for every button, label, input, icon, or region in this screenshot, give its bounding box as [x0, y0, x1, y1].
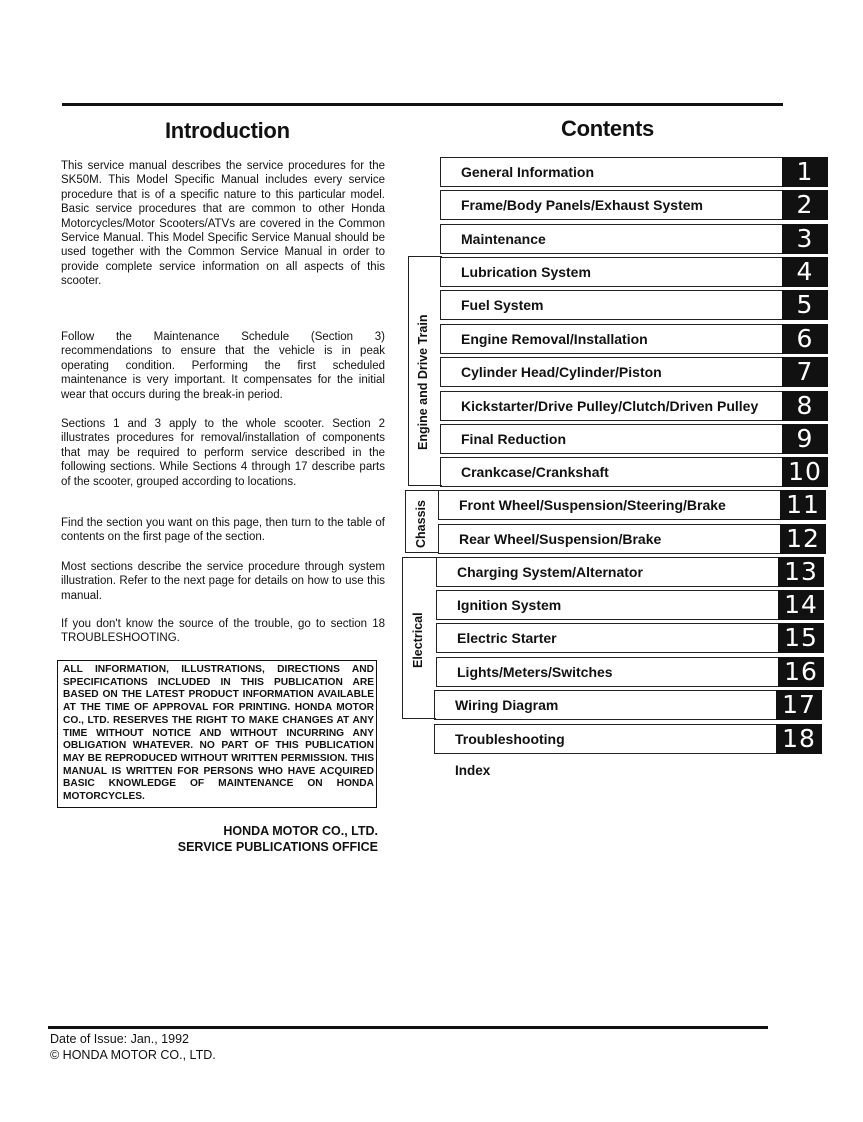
contents-row-2[interactable]	[440, 190, 832, 220]
intro-paragraph: If you don't know the source of the trouble, go to section 18 TROUBLESHOOTING.	[61, 618, 385, 645]
contents-row-frame	[434, 690, 777, 720]
contents-row-frame	[440, 391, 783, 421]
contents-row-frame	[440, 324, 783, 354]
section-title[interactable]: Final Reduction	[461, 431, 566, 447]
issue-info	[50, 1031, 216, 1063]
engine-group-label: Engine and Drive Train	[416, 314, 430, 450]
section-number-tab[interactable]: 13	[778, 557, 824, 587]
contents-row-17[interactable]	[434, 690, 826, 720]
section-title[interactable]: Electric Starter	[457, 630, 557, 646]
section-title[interactable]: Lights/Meters/Switches	[457, 664, 613, 680]
section-title[interactable]: Fuel System	[461, 297, 544, 313]
contents-row-12[interactable]	[438, 524, 830, 554]
section-number-tab[interactable]: 1	[782, 157, 828, 187]
contents-row-frame	[440, 357, 783, 387]
issue-date: Date of Issue: Jan., 1992	[50, 1032, 189, 1046]
section-title[interactable]: Troubleshooting	[455, 731, 565, 747]
contents-row-frame	[438, 524, 781, 554]
contents-row-frame	[438, 490, 781, 520]
contents-row-frame	[436, 623, 779, 653]
intro-paragraph: Find the section you want on this page, then turn to the table of contents on the first page of the section.	[61, 517, 385, 544]
copyright-line: © HONDA MOTOR CO., LTD.	[50, 1048, 216, 1062]
introduction-title: Introduction	[165, 118, 290, 143]
section-title[interactable]: Engine Removal/Installation	[461, 331, 648, 347]
contents-row-4[interactable]	[440, 257, 832, 287]
section-title[interactable]: Charging System/Alternator	[457, 564, 643, 580]
contents-row-13[interactable]	[436, 557, 828, 587]
contents-row-frame	[440, 157, 783, 187]
publisher-block	[120, 823, 378, 855]
contents-row-frame	[440, 224, 783, 254]
section-title[interactable]: Front Wheel/Suspension/Steering/Brake	[459, 497, 726, 513]
intro-paragraph: This service manual describes the service procedures for the SK50M. This Model Specific Manual includes every service procedure that is of a specific nature to this particular model. Basic service procedures that are common to other Honda Motorcycles/Motor Scooters/ATVs are covered in the Common Service Manual. This Model Specific Service Manual should be used together with the Common Service Manual in order to provide complete service information on all aspects of this scooter.	[61, 160, 385, 288]
publisher-office: SERVICE PUBLICATIONS OFFICE	[177, 840, 378, 854]
contents-row-frame	[436, 657, 779, 687]
section-title[interactable]: Cylinder Head/Cylinder/Piston	[461, 364, 662, 380]
contents-row-8[interactable]	[440, 391, 832, 421]
bottom-rule	[48, 1026, 768, 1029]
section-number-tab[interactable]: 4	[782, 257, 828, 287]
contents-row-18[interactable]	[434, 724, 826, 754]
index-link[interactable]: Index	[455, 763, 491, 778]
contents-row-9[interactable]	[440, 424, 832, 454]
contents-row-15[interactable]	[436, 623, 828, 653]
contents-row-11[interactable]	[438, 490, 830, 520]
section-title[interactable]: Kickstarter/Drive Pulley/Clutch/Driven Pulley	[461, 398, 759, 414]
contents-row-6[interactable]	[440, 324, 832, 354]
section-title[interactable]: Rear Wheel/Suspension/Brake	[459, 531, 662, 547]
contents-row-frame	[440, 424, 783, 454]
contents-row-14[interactable]	[436, 590, 828, 620]
section-number-tab[interactable]: 3	[782, 224, 828, 254]
contents-row-frame	[436, 590, 779, 620]
contents-row-3[interactable]	[440, 224, 832, 254]
section-title[interactable]: Lubrication System	[461, 264, 591, 280]
section-number-tab[interactable]: 17	[776, 690, 822, 720]
section-number-tab[interactable]: 12	[780, 524, 826, 554]
section-number-tab[interactable]: 2	[782, 190, 828, 220]
section-number-tab[interactable]: 14	[778, 590, 824, 620]
section-number-tab[interactable]: 5	[782, 290, 828, 320]
section-number-tab[interactable]: 9	[782, 424, 828, 454]
electrical-group-label: Electrical	[411, 612, 425, 668]
publisher-name: HONDA MOTOR CO., LTD.	[223, 824, 378, 838]
section-number-tab[interactable]: 10	[782, 457, 828, 487]
contents-row-frame	[440, 257, 783, 287]
contents-row-frame	[440, 457, 783, 487]
intro-paragraph: Sections 1 and 3 apply to the whole scooter. Section 2 illustrates procedures for removal/installation of components that may be required to perform service described in the following sections. While Sections 4 through 17 describe parts of the scooter, grouped according to locations.	[61, 418, 385, 488]
intro-paragraph: Most sections describe the service procedure through system illustration. Refer to the next page for details on how to use this manual.	[61, 561, 385, 602]
contents-row-frame	[440, 190, 783, 220]
section-number-tab[interactable]: 6	[782, 324, 828, 354]
copyright-notice-box: ALL INFORMATION, ILLUSTRATIONS, DIRECTIONS AND SPECIFICATIONS INCLUDED IN THIS PUBLICATION ARE BASED ON THE LATEST PRODUCT INFORMATION AVAILABLE AT THE TIME OF APPROVAL FOR PRINTING. HONDA MOTOR CO., LTD. RESERVES THE RIGHT TO MAKE CHANGES AT ANY TIME WITHOUT NOTICE AND WITHOUT INCURRING ANY OBLIGATION WHATEVER. NO PART OF THIS PUBLICATION MAY BE REPRODUCED WITHOUT WRITTEN PERMISSION. THIS MANUAL IS WRITTEN FOR PERSONS WHO HAVE ACQUIRED BASIC KNOWLEDGE OF MAINTENANCE ON HONDA MOTORCYCLES.	[57, 660, 377, 808]
section-title[interactable]: General Information	[461, 164, 595, 180]
section-number-tab[interactable]: 7	[782, 357, 828, 387]
chassis-group-label: Chassis	[414, 500, 428, 548]
contents-row-10[interactable]	[440, 457, 832, 487]
section-number-tab[interactable]: 11	[780, 490, 826, 520]
section-number-tab[interactable]: 8	[782, 391, 828, 421]
contents-row-frame	[440, 290, 783, 320]
section-title[interactable]: Wiring Diagram	[455, 697, 559, 713]
contents-row-frame	[434, 724, 777, 754]
contents-row-frame	[436, 557, 779, 587]
contents-title: Contents	[561, 116, 654, 141]
contents-row-7[interactable]	[440, 357, 832, 387]
section-title[interactable]: Maintenance	[461, 231, 546, 247]
intro-paragraph: Follow the Maintenance Schedule (Section 3) recommendations to ensure that the vehicle is in peak operating condition. Performing the first scheduled maintenance is very important. It compensates for the initial wear that occurs during the break-in period.	[61, 331, 385, 401]
section-number-tab[interactable]: 15	[778, 623, 824, 653]
top-rule	[62, 103, 783, 106]
section-title[interactable]: Ignition System	[457, 597, 562, 613]
section-title[interactable]: Frame/Body Panels/Exhaust System	[461, 197, 703, 213]
contents-row-16[interactable]	[436, 657, 828, 687]
section-number-tab[interactable]: 18	[776, 724, 822, 754]
section-number-tab[interactable]: 16	[778, 657, 824, 687]
contents-row-1[interactable]	[440, 157, 832, 187]
contents-row-5[interactable]	[440, 290, 832, 320]
section-title[interactable]: Crankcase/Crankshaft	[461, 464, 609, 480]
